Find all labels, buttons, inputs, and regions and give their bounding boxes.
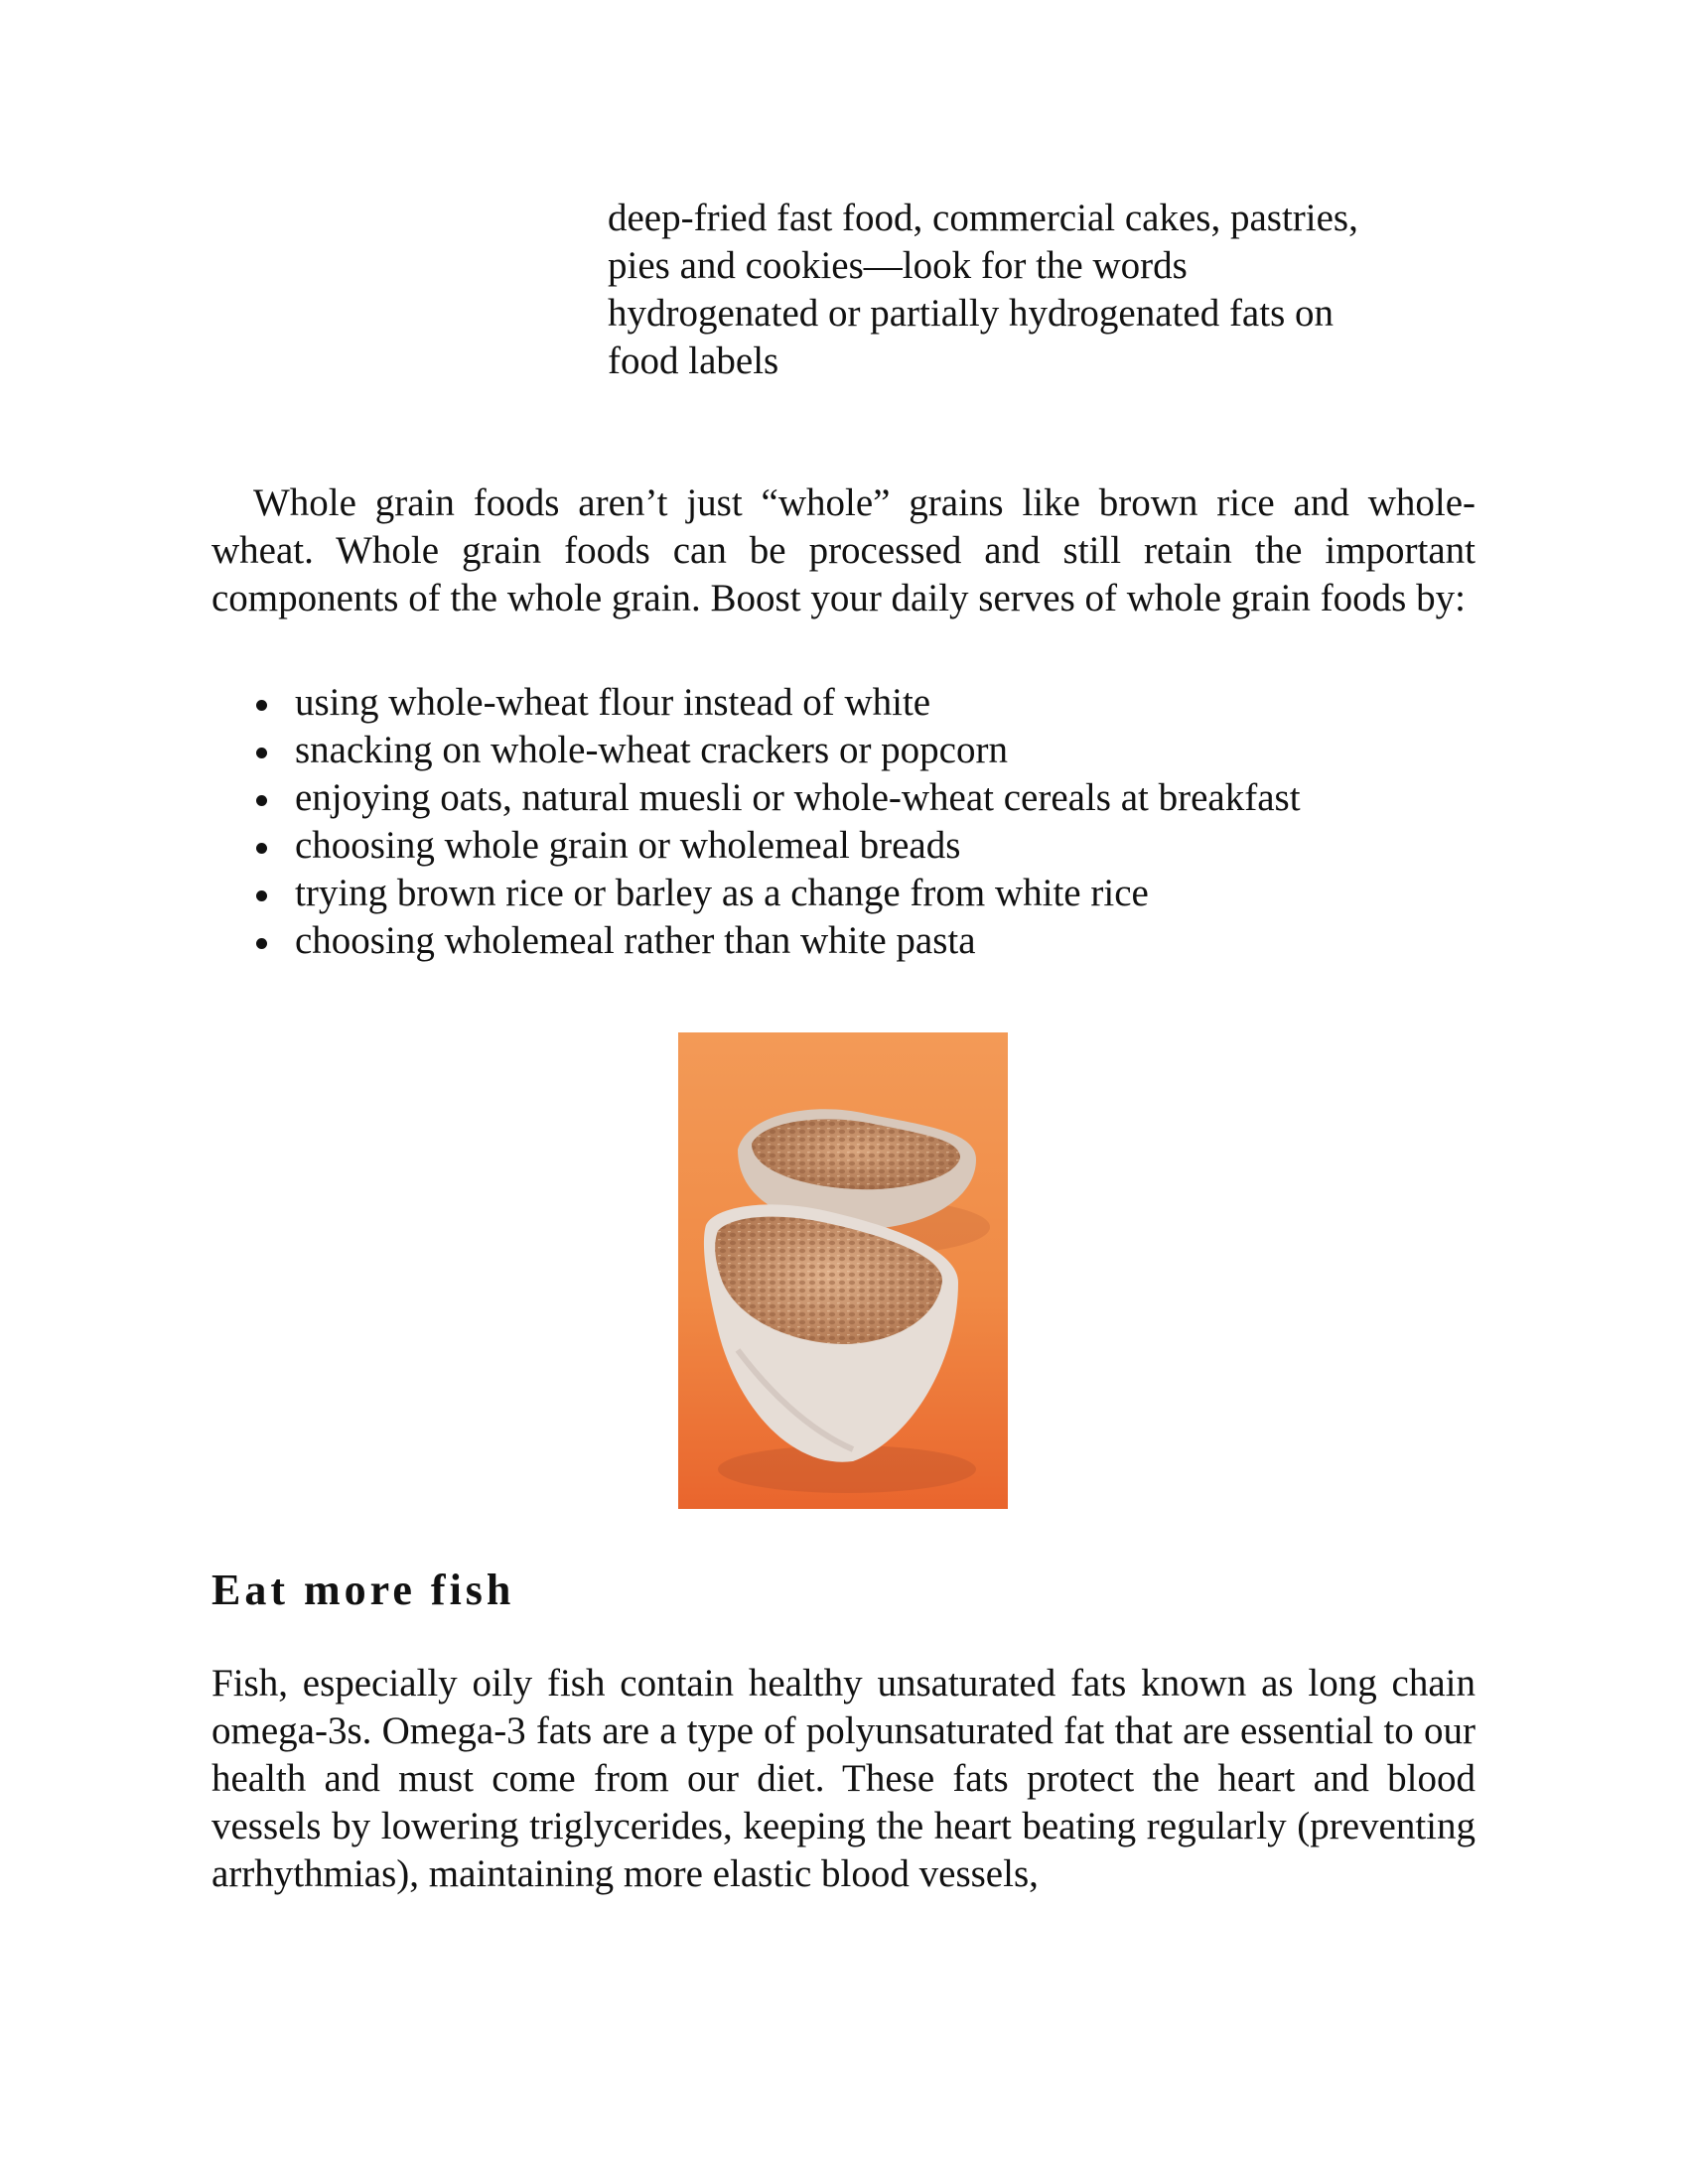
list-item-text: snacking on whole-wheat crackers or popcorn: [295, 729, 1008, 771]
bullet-icon: [256, 748, 267, 758]
section-heading: Eat more fish: [211, 1566, 515, 1614]
list-item: [211, 679, 1476, 727]
bullet-icon: [256, 890, 267, 901]
bullet-icon: [256, 700, 267, 711]
bullet-icon: [256, 938, 267, 949]
list-item-text: choosing whole grain or wholemeal breads: [295, 824, 961, 867]
bullet-icon: [256, 843, 267, 854]
continued-line: food labels: [608, 340, 779, 382]
list-item: [211, 774, 1476, 822]
continued-line: hydrogenated or partially hydrogenated fats on: [608, 292, 1335, 335]
continued-list-item: [608, 195, 1481, 385]
list-item-text: choosing wholemeal rather than white pasta: [295, 919, 976, 962]
fish-paragraph: Fish, especially oily fish contain healthy unsaturated fats known as long chain omega-3s. Omega-3 fats are a type of polyunsaturated fat that are essential to our health and must come from our diet. These fats protect the heart and blood vessels by lowering triglycerides, keeping the heart beating regularly (preventing arrhythmias), maintaining more elastic blood vessels,: [211, 1662, 1476, 1895]
list-item-text: enjoying oats, natural muesli or whole-wheat cereals at breakfast: [295, 776, 1301, 819]
whole-grain-tips-list: [211, 679, 1476, 965]
grain-bowls-photo: [678, 1032, 1008, 1509]
bullet-icon: [256, 795, 267, 806]
continued-line: deep-fried fast food, commercial cakes, pastries,: [608, 197, 1358, 239]
list-item: [211, 727, 1476, 774]
list-item-text: trying brown rice or barley as a change from white rice: [295, 872, 1149, 914]
list-item: [211, 870, 1476, 917]
list-item: [211, 917, 1476, 965]
list-item-text: using whole-wheat flour instead of white: [295, 681, 931, 724]
whole-grain-paragraph: Whole grain foods aren’t just “whole” grains like brown rice and whole-wheat. Whole grain foods can be processed and still retain the important components of the whole grain. Boost your daily serves of whole grain foods by:: [211, 481, 1476, 619]
list-item: [211, 822, 1476, 870]
continued-line: pies and cookies—look for the words: [608, 244, 1188, 287]
